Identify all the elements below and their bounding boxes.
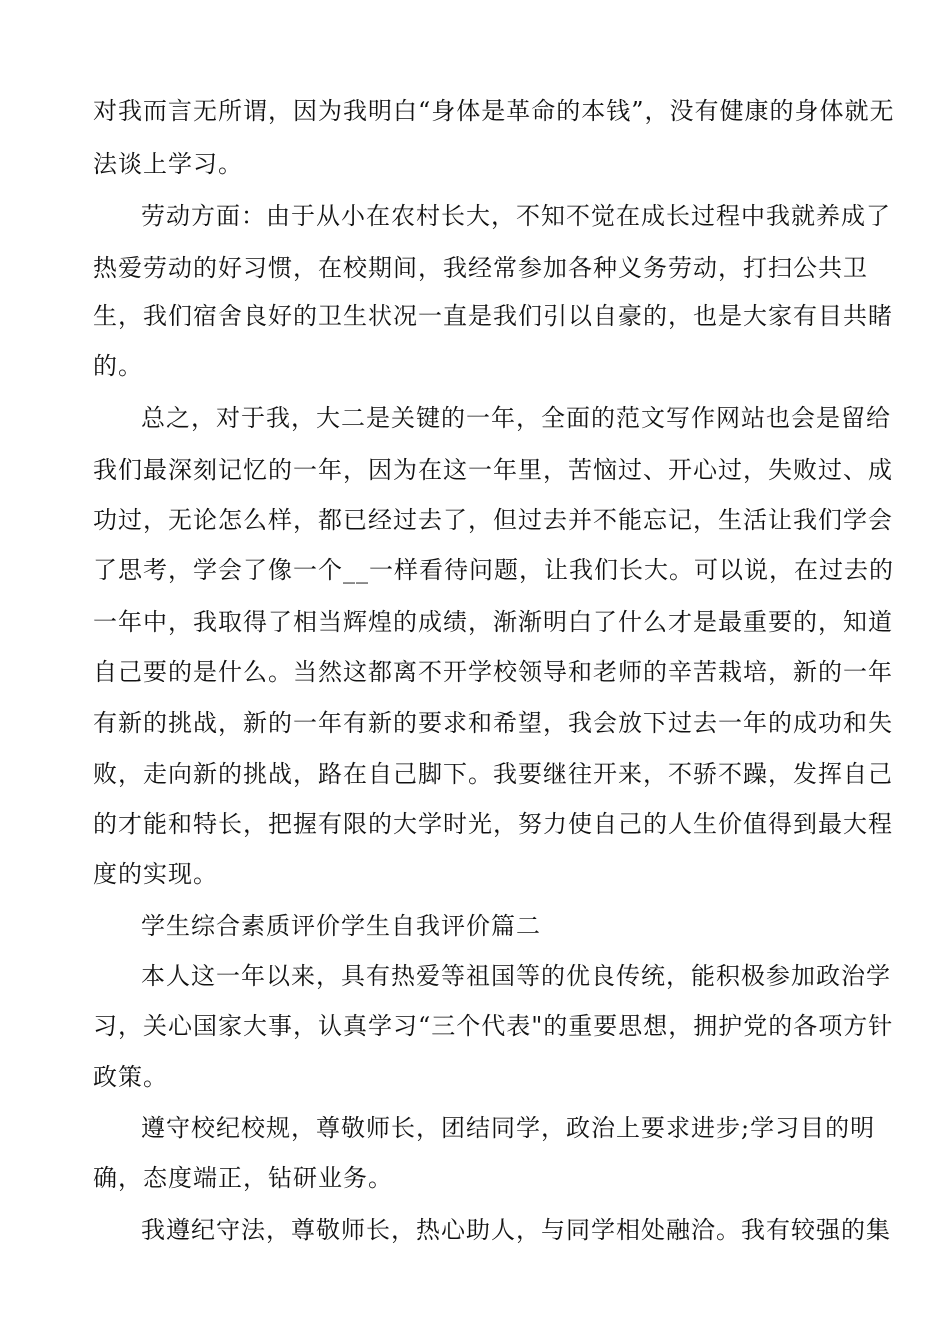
text-line: 了思考，学会了像一个__一样看待问题，让我们长大。可以说，在过去的 [93,556,894,584]
text-line: 有新的挑战，新的一年有新的要求和希望，我会放下过去一年的成功和失 [93,709,893,737]
text-line: 生，我们宿舍良好的卫生状况一直是我们引以自豪的，也是大家有目共睹 [93,302,893,330]
section-heading: 学生综合素质评价学生自我评价篇二 [141,912,541,940]
text-line: 热爱劳动的好习惯，在校期间，我经常参加各种义务劳动，打扫公共卫 [93,254,868,282]
text-line: 习，关心国家大事，认真学习“三个代表"的重要思想，拥护党的各项方针 [93,1012,894,1040]
text-line: 的。 [93,352,143,380]
text-line: 我遵纪守法，尊敬师长，热心助人，与同学相处融洽。我有较强的集 [141,1216,891,1244]
text-line: 政策。 [93,1063,168,1091]
text-line: 本人这一年以来，具有热爱等祖国等的优良传统，能积极参加政治学 [141,962,891,990]
text-line: 法谈上学习。 [93,150,243,178]
text-line: 败，走向新的挑战，路在自己脚下。我要继往开来，不骄不躁，发挥自己 [93,760,893,788]
text-line: 功过，无论怎么样，都已经过去了，但过去并不能忘记，生活让我们学会 [93,506,893,534]
text-line: 确，态度端正，钻研业务。 [93,1164,393,1192]
text-line: 我们最深刻记忆的一年，因为在这一年里，苦恼过、开心过，失败过、成 [93,456,893,484]
text-line: 遵守校纪校规，尊敬师长，团结同学，政治上要求进步;学习目的明 [141,1114,876,1142]
text-line: 总之，对于我，大二是关键的一年，全面的范文写作网站也会是留给 [141,404,891,432]
text-line: 劳动方面：由于从小在农村长大，不知不觉在成长过程中我就养成了 [141,202,891,230]
text-line: 一年中，我取得了相当辉煌的成绩，渐渐明白了什么才是最重要的，知道 [93,608,893,636]
text-line: 对我而言无所谓，因为我明白“身体是革命的本钱”，没有健康的身体就无 [93,97,895,125]
text-line: 的才能和特长，把握有限的大学时光，努力使自己的人生价值得到最大程 [93,810,893,838]
text-line: 度的实现。 [93,860,218,888]
text-line: 自己要的是什么。当然这都离不开学校领导和老师的辛苦栽培，新的一年 [93,658,893,686]
